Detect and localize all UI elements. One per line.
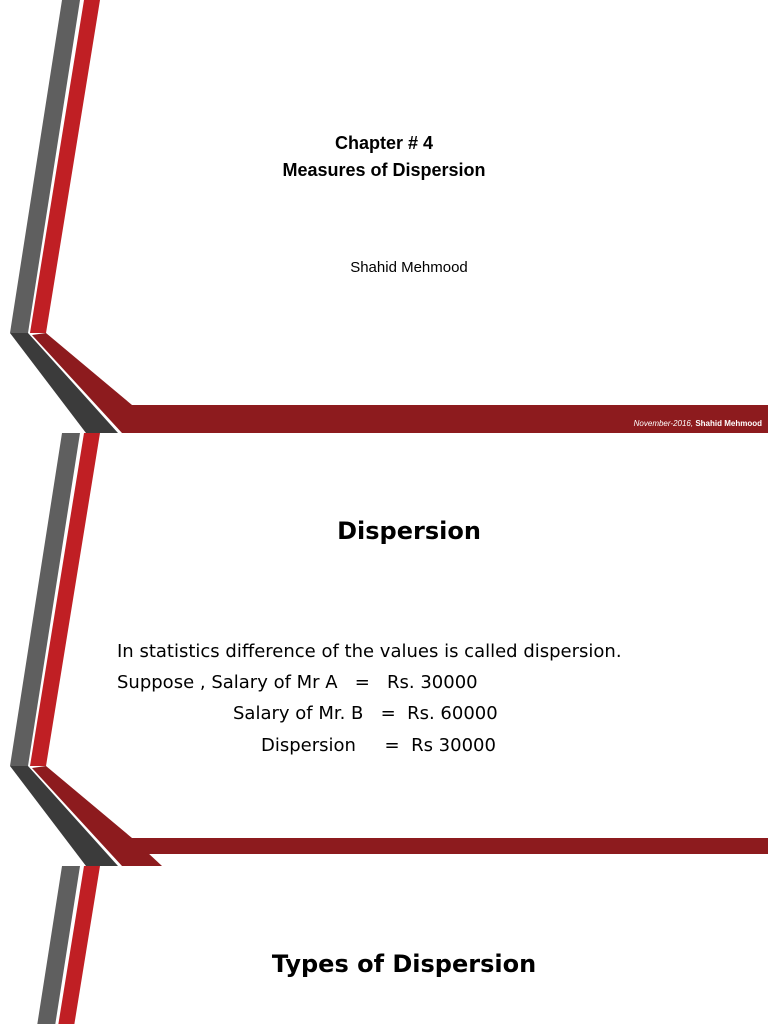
slide-footer: [634, 419, 762, 428]
chapter-subtitle: Measures of Dispersion: [282, 160, 486, 180]
slide-title: [0, 0, 768, 433]
footer-author: Shahid Mehmood: [695, 419, 762, 428]
slide-heading: Types of Dispersion: [271, 950, 537, 978]
slide-dispersion: [0, 433, 768, 866]
body-line: Salary of Mr. B = Rs. 60000: [233, 703, 498, 724]
footer-date: November-2016,: [633, 419, 694, 428]
body-line: In statistics difference of the values is called dispersion.: [117, 641, 622, 662]
slide-heading: Dispersion: [337, 517, 481, 545]
slide-decoration: [0, 0, 768, 433]
author-name: Shahid Mehmood: [350, 259, 468, 276]
body-line: Suppose , Salary of Mr A = Rs. 30000: [117, 672, 478, 693]
slide-types: [0, 866, 768, 1024]
slide-decoration: [0, 866, 768, 1024]
body-line: Dispersion = Rs 30000: [261, 735, 496, 756]
chapter-title: Chapter # 4: [334, 133, 434, 153]
footer-bar: [128, 838, 768, 854]
